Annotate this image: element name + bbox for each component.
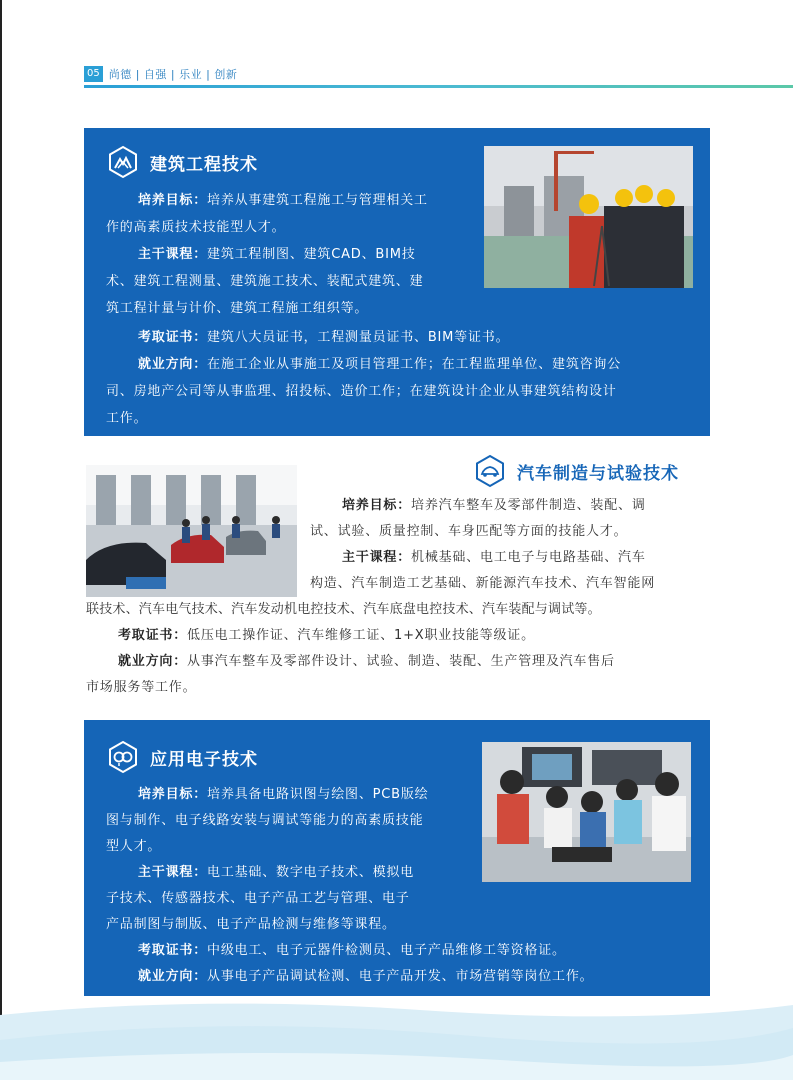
goal-line-1: [342, 492, 646, 519]
career-line-1: [118, 648, 615, 675]
goal-label: 培养目标：: [138, 193, 208, 208]
course-line-1: [138, 241, 416, 268]
career-label: 就业方向：: [138, 357, 208, 372]
surveying-photo: [484, 146, 693, 288]
career-line-3: 工作。: [106, 411, 148, 426]
course-line-3: 产品制图与制版、电子产品检测与维修等课程。: [106, 917, 396, 932]
course-text: 机械基础、电工电子与电路基础、汽车: [411, 550, 646, 565]
cert-text: 低压电工操作证、汽车维修工证、1+X职业技能等级证。: [187, 628, 535, 643]
career-text: 从事电子产品调试检测、电子产品开发、市场营销等岗位工作。: [207, 969, 594, 984]
circuit-icon: [106, 740, 140, 774]
goal-line-2: 作的高素质技术技能型人才。: [106, 220, 286, 235]
header-motto: 尚德 | 自强 | 乐业 | 创新: [108, 68, 238, 81]
car-icon: [473, 454, 507, 488]
section-title: 应用电子技术: [150, 749, 258, 770]
section-electronics: [84, 720, 710, 996]
mountain-icon: [106, 145, 140, 179]
page-header: [84, 66, 237, 82]
goal-line-2: 图与制作、电子线路安装与调试等能力的高素质技能: [106, 813, 424, 828]
workshop-photo: [86, 465, 297, 597]
goal-label: 培养目标：: [342, 498, 412, 513]
goal-line-1: [138, 781, 428, 808]
electronics-lab-photo: [482, 742, 691, 882]
course-label: 主干课程：: [138, 865, 208, 880]
course-line-2: 构造、汽车制造工艺基础、新能源汽车技术、汽车智能网: [310, 576, 656, 591]
goal-text: 培养具备电路识图与绘图、PCB版绘: [207, 787, 429, 802]
cert-line: [118, 622, 535, 649]
career-line-1: [138, 351, 621, 378]
career-text: 从事汽车整车及零部件设计、试验、制造、装配、生产管理及汽车售后: [187, 654, 615, 669]
course-text: 电工基础、数字电子技术、模拟电: [207, 865, 415, 880]
course-line-2: 子技术、传感器技术、电子产品工艺与管理、电子: [106, 891, 410, 906]
section-title-row: [106, 740, 258, 774]
goal-line-1: [138, 187, 428, 214]
course-line-3: 联技术、汽车电气技术、汽车发动机电控技术、汽车底盘电控技术、汽车装配与调试等。: [86, 602, 601, 617]
bottom-wave-decoration: [0, 990, 793, 1080]
career-line-2: 司、房地产公司等从事监理、招投标、造价工作；在建筑设计企业从事建筑结构设计: [106, 384, 617, 399]
section-title-row: [473, 454, 679, 488]
course-text: 建筑工程制图、建筑CAD、BIM技: [207, 247, 416, 262]
goal-line-2: 试、试验、质量控制、车身匹配等方面的技能人才。: [310, 524, 628, 539]
career-label: 就业方向：: [118, 654, 188, 669]
career-text: 在施工企业从事施工及项目管理工作；在工程监理单位、建筑咨询公: [207, 357, 622, 372]
course-line-1: [342, 544, 646, 571]
cert-text: 建筑八大员证书，工程测量员证书、BIM等证书。: [207, 330, 510, 345]
page-number: 05: [84, 66, 103, 82]
career-line: [138, 963, 593, 990]
page-edge-line: [0, 0, 2, 1080]
cert-label: 考取证书：: [118, 628, 188, 643]
section-construction: [84, 128, 710, 436]
cert-label: 考取证书：: [138, 330, 208, 345]
goal-text: 培养从事建筑工程施工与管理相关工: [207, 193, 428, 208]
cert-line: [138, 324, 509, 351]
goal-text: 培养汽车整车及零部件制造、装配、调: [411, 498, 646, 513]
course-label: 主干课程：: [138, 247, 208, 262]
cert-label: 考取证书：: [138, 943, 208, 958]
course-label: 主干课程：: [342, 550, 412, 565]
goal-label: 培养目标：: [138, 787, 208, 802]
course-line-3: 筑工程计量与计价、建筑工程施工组织等。: [106, 301, 369, 316]
cert-line: [138, 937, 566, 964]
cert-text: 中级电工、电子元器件检测员、电子产品维修工等资格证。: [207, 943, 566, 958]
section-title: 汽车制造与试验技术: [517, 463, 679, 484]
header-divider: [84, 85, 793, 88]
course-line-2: 术、建筑工程测量、建筑施工技术、装配式建筑、建: [106, 274, 424, 289]
career-label: 就业方向：: [138, 969, 208, 984]
course-line-1: [138, 859, 414, 886]
goal-line-3: 型人才。: [106, 839, 162, 854]
section-title: 建筑工程技术: [150, 154, 258, 175]
section-title-row: [106, 145, 258, 179]
career-line-2: 市场服务等工作。: [86, 680, 197, 695]
